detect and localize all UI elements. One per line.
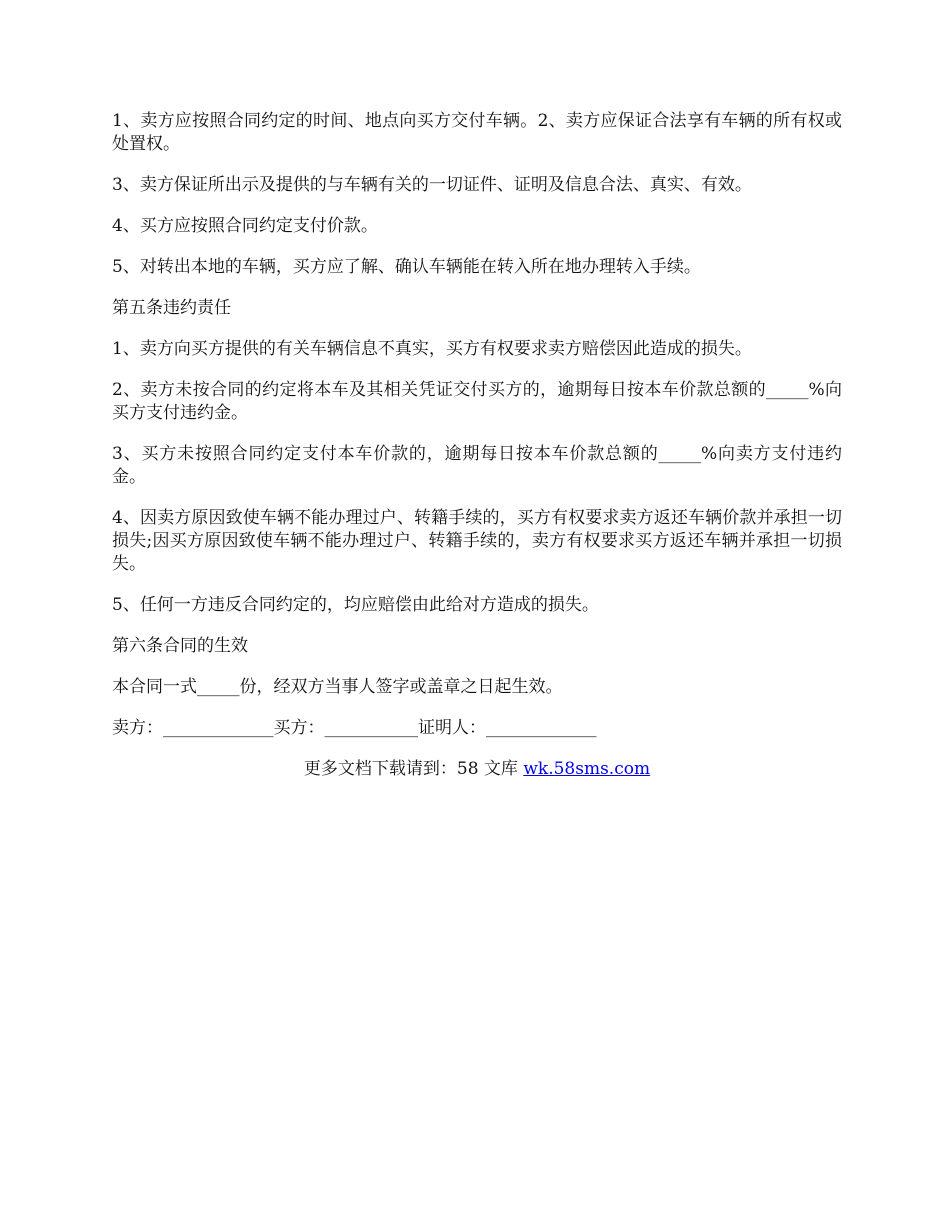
clause-breach-info: 1、卖方向买方提供的有关车辆信息不真实，买方有权要求卖方赔偿因此造成的损失。: [112, 339, 752, 359]
clause-breach-seller-delay: 2、卖方未按合同的约定将本车及其相关凭证交付买方的，逾期每日按本车价款总额的_____%向买方支付违约金。: [112, 380, 842, 423]
footer: [112, 758, 842, 781]
clause-breach-compensation: 5、任何一方违反合同约定的，均应赔偿由此给对方造成的损失。: [112, 595, 599, 615]
clause-buyer-payment: 4、买方应按照合同约定支付价款。: [112, 216, 378, 236]
clause-seller-delivery: 1、卖方应按照合同约定的时间、地点向买方交付车辆。2、卖方应保证合法享有车辆的所有权或处置权。: [112, 111, 842, 154]
section-heading-effect: 第六条合同的生效: [112, 636, 248, 656]
clause-breach-transfer: 4、因卖方原因致使车辆不能办理过户、转籍手续的，买方有权要求卖方返还车辆价款并承担一切损失;因买方原因致使车辆不能办理过户、转籍手续的，卖方有权要求买方返还车辆并承担一切损失。: [112, 508, 842, 574]
footer-text: 更多文档下载请到：58 文库: [303, 759, 524, 779]
footer-link[interactable]: wk.58sms.com: [523, 759, 651, 779]
section-heading-breach: 第五条违约责任: [112, 298, 231, 318]
clause-seller-guarantee: 3、卖方保证所出示及提供的与车辆有关的一切证件、证明及信息合法、真实、有效。: [112, 175, 752, 195]
clause-transfer-out: 5、对转出本地的车辆，买方应了解、确认车辆能在转入所在地办理转入手续。: [112, 257, 701, 277]
document-body: [112, 110, 842, 781]
clause-copies: 本合同一式_____份，经双方当事人签字或盖章之日起生效。: [112, 677, 563, 697]
clause-breach-buyer-delay: 3、买方未按照合同约定支付本车价款的，逾期每日按本车价款总额的_____%向卖方支付违约金。: [112, 444, 842, 487]
signature-line: 卖方：_____________买方：___________证明人：_____________: [112, 718, 597, 738]
